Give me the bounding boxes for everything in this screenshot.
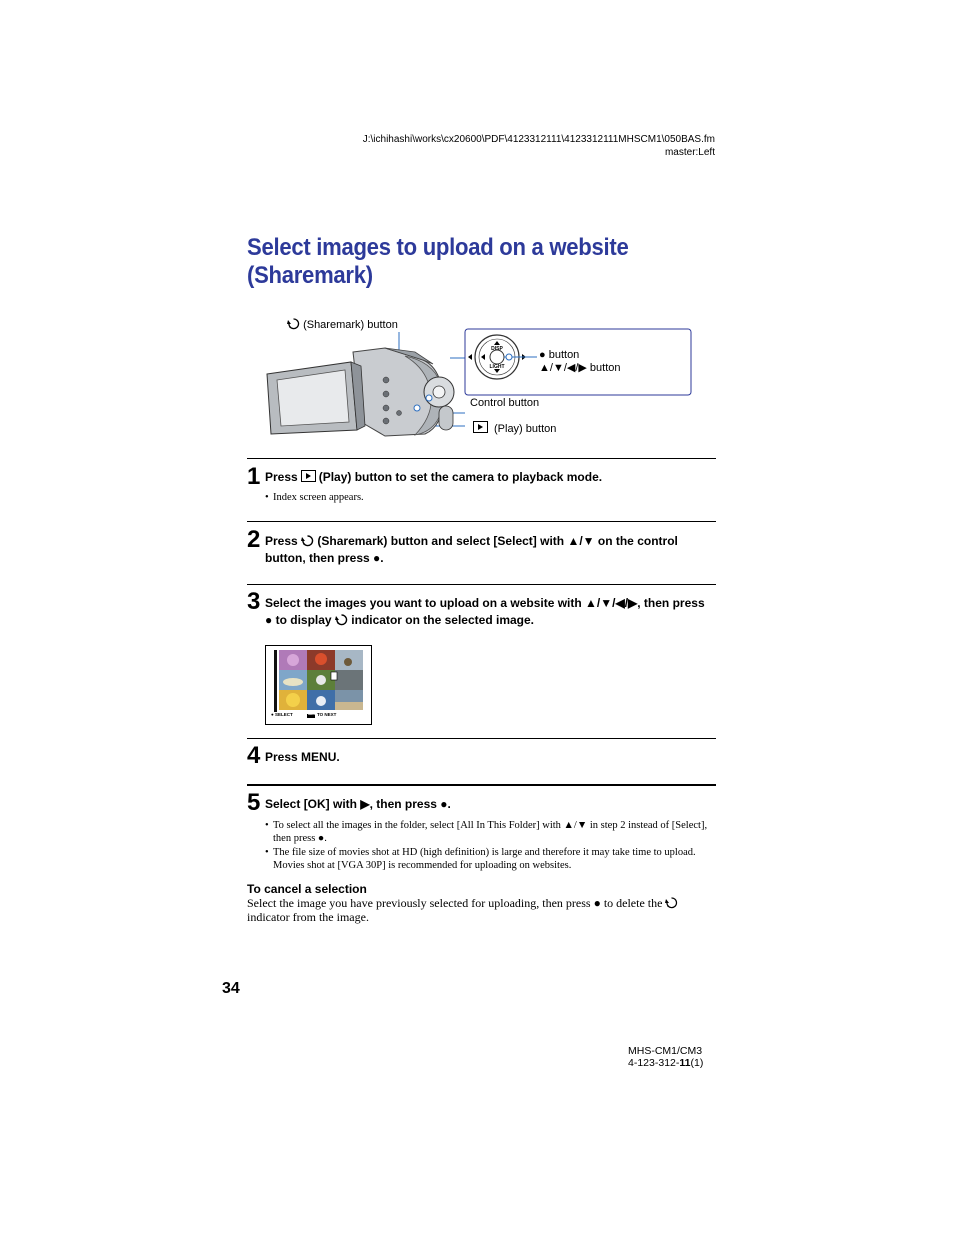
footer-model: MHS-CM1/CM3: [628, 1045, 703, 1057]
arrows-button-label: ▲/▼/◀/▶ button: [539, 362, 621, 374]
divider: [247, 738, 716, 739]
sharemark-button-label: (Sharemark) button: [303, 319, 398, 331]
divider: [247, 784, 716, 786]
sharemark-icon: [301, 535, 314, 547]
page-title: [247, 234, 670, 290]
dial-top-label: DISP: [491, 346, 503, 352]
title-line-1: Select images to upload on a website: [247, 234, 629, 261]
index-screen-thumbnail: [265, 645, 372, 725]
sharemark-icon: [665, 897, 678, 909]
cancel-body: [247, 896, 717, 924]
title-line-2: (Sharemark): [247, 262, 373, 289]
step-1-note-text: Index screen appears.: [273, 492, 364, 503]
step-5-note-1-text: To select all the images in the folder, select [All In This Folder] with ▲/▼ in step 2 instead of [Select], then press ●.: [273, 820, 708, 844]
play-icon: [301, 470, 316, 482]
play-callout: [473, 421, 556, 436]
play-icon: [473, 421, 488, 433]
step-number-1: 1: [247, 463, 261, 490]
filled-circle-icon: ●: [539, 349, 546, 361]
page-number: 34: [222, 980, 240, 997]
control-button-label: Control button: [470, 397, 540, 409]
divider: [247, 584, 716, 585]
bullet: •: [265, 820, 269, 831]
step-5-note-2: [265, 847, 715, 872]
step-2-text-b: (Sharemark) button and select [Select] with ▲/▼ on the control button, then press ●.: [265, 534, 678, 565]
step-4-text: Press MENU.: [265, 750, 340, 764]
file-path-header: [363, 133, 715, 159]
sharemark-icon: [287, 318, 300, 330]
step-3-text-a: Select the images you want to upload on a website with ▲/▼/◀/▶, then press ● to display: [265, 596, 705, 627]
sharemark-icon: [335, 614, 348, 626]
step-2-text: [265, 533, 715, 567]
step-3-text-b: indicator on the selected image.: [351, 613, 534, 627]
step-1-text: [265, 469, 715, 486]
step-number-3: 3: [247, 588, 261, 615]
step-1-note: [265, 492, 715, 505]
cancel-text-b: indicator from the image.: [247, 910, 369, 924]
footer-code-b: 11: [679, 1057, 691, 1069]
menu-badge: MENU: [308, 712, 317, 716]
step-number-4: 4: [247, 742, 261, 769]
cancel-heading: To cancel a selection: [247, 882, 367, 896]
footer-code-a: 4-123-312-: [628, 1057, 680, 1069]
step-5-note-2-text: The file size of movies shot at HD (high definition) is large and therefore it may take time to upload. Movies shot at [VGA 30P] is recommended for uploading on websites.: [273, 847, 696, 871]
step-3-text: [265, 595, 715, 629]
step-1-text-b: (Play) button to set the camera to playback mode.: [318, 470, 603, 484]
master-label: master:Left: [664, 147, 715, 158]
bullet: •: [265, 492, 269, 503]
file-path: J:\ichihashi\works\cx20600\PDF\4123312111\4123312111MHSCM1\050BAS.fm: [362, 134, 715, 145]
step-5-text: Select [OK] with ▶, then press ●.: [265, 797, 451, 811]
sharemark-callout: [287, 318, 398, 332]
step-1-text-a: Press: [265, 470, 298, 484]
step-2-text-a: Press: [265, 534, 298, 548]
cancel-text-a: Select the image you have previously selected for uploading, then press ● to delete the: [247, 896, 663, 910]
select-hint: ● SELECT: [271, 712, 293, 717]
step-5-note-1: [265, 820, 715, 845]
step-number-5: 5: [247, 789, 261, 816]
next-hint: TO NEXT: [317, 712, 337, 717]
footer-code-c: (1): [690, 1057, 704, 1069]
footer-code: [628, 1057, 703, 1069]
step-number-2: 2: [247, 526, 261, 553]
bullet: •: [265, 847, 269, 858]
center-button-callout: [539, 349, 579, 362]
divider: [247, 458, 716, 459]
center-button-label: button: [548, 349, 580, 361]
divider: [247, 521, 716, 522]
play-button-label: (Play) button: [494, 423, 557, 435]
dial-bottom-label: LIGHT: [489, 364, 505, 370]
footer: [628, 1045, 703, 1069]
